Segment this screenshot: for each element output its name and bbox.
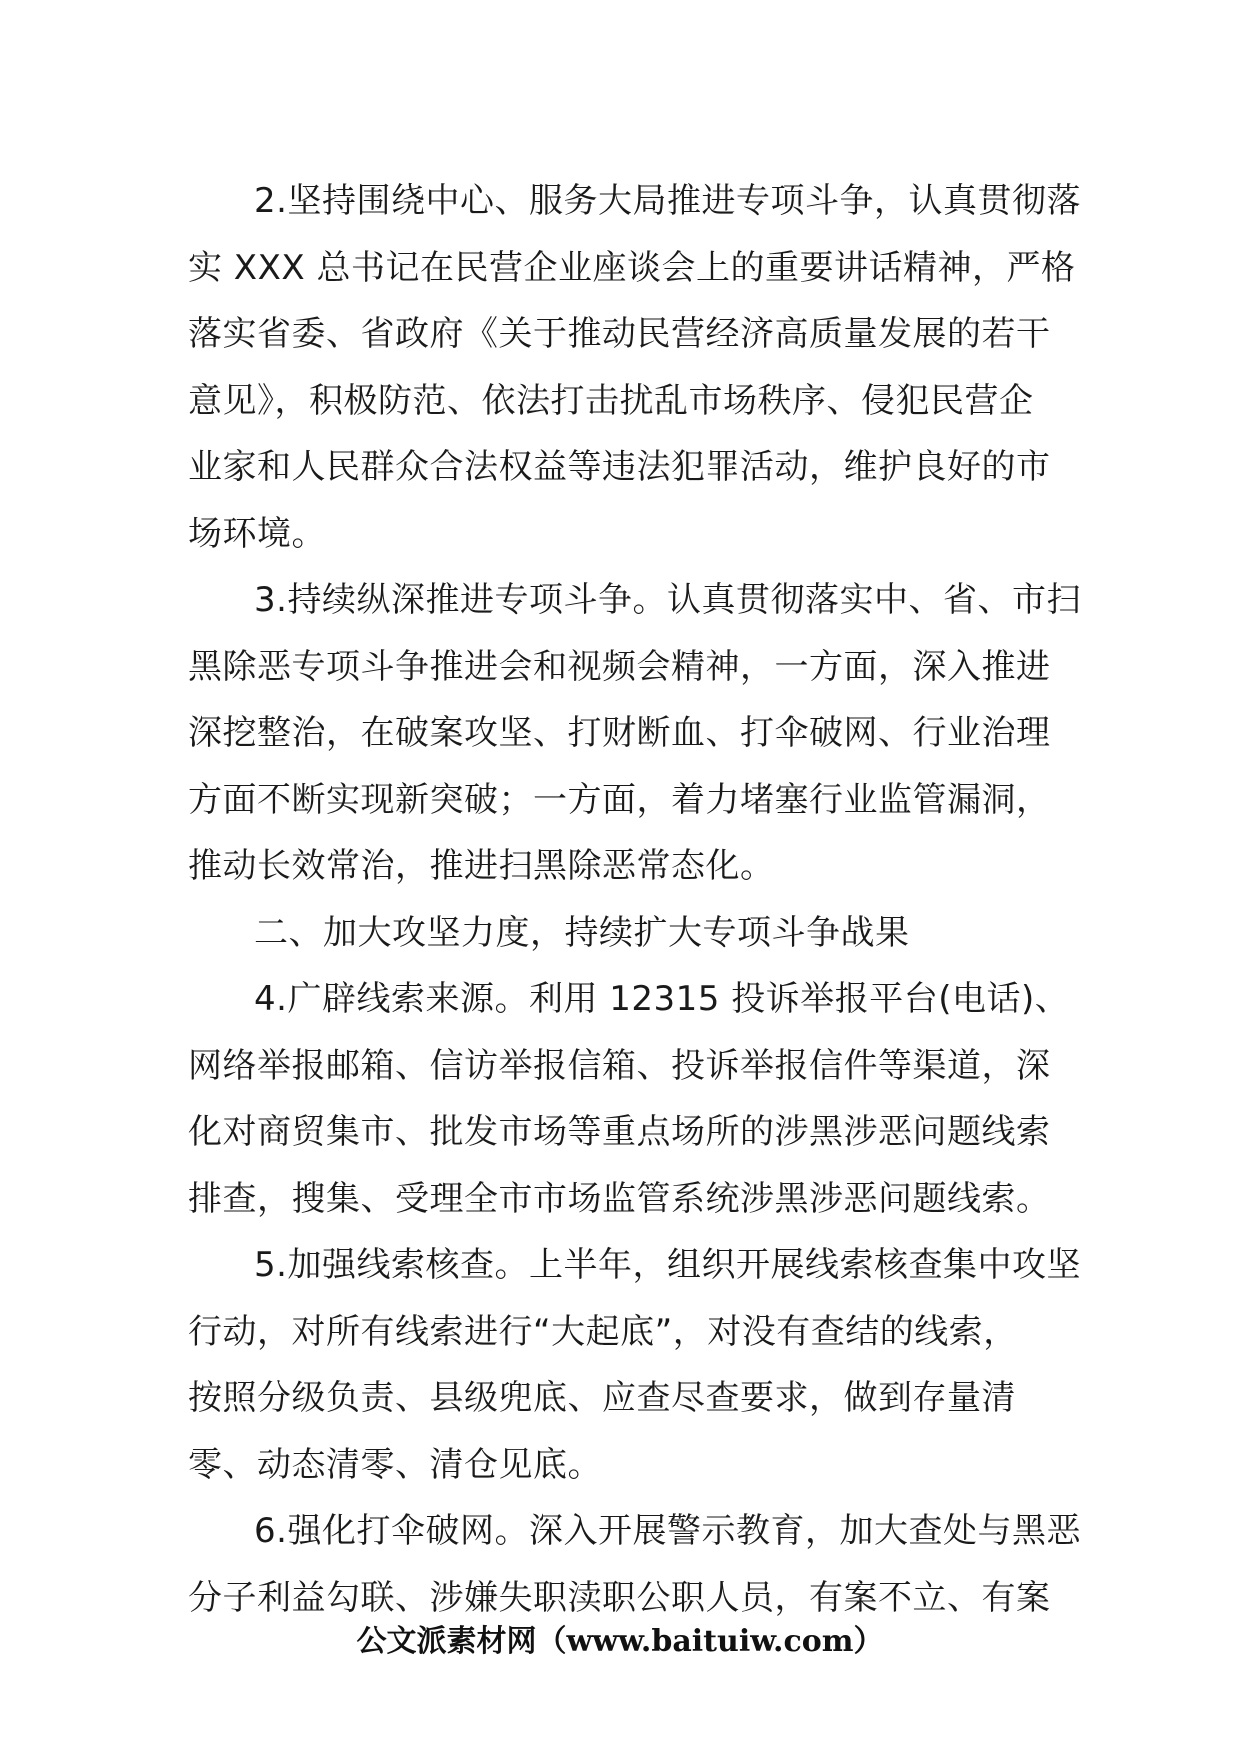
text-line: 零、动态清零、清仓见底。 [188, 1444, 602, 1485]
footer-watermark: 公文派素材网（www.baituiw.com） [356, 1624, 884, 1659]
text-line: 方面不断实现新突破；一方面，着力堵塞行业监管漏洞， [188, 779, 1051, 820]
text-line: 意见》，积极防范、依法打击扰乱市场秩序、侵犯民营企 [188, 380, 1034, 421]
text-line: 黑除恶专项斗争推进会和视频会精神，一方面，深入推进 [188, 646, 1051, 687]
text-line: 分子利益勾联、涉嫌失职渎职公职人员，有案不立、有案 [188, 1577, 1051, 1618]
text-line: 4.广辟线索来源。利用 12315 投诉举报平台(电话)、 [254, 979, 1070, 1019]
text-line: 网络举报邮箱、信访举报信箱、投诉举报信件等渠道，深 [188, 1045, 1051, 1086]
text-line: 6.强化打伞破网。深入开展警示教育，加大查处与黑恶 [254, 1511, 1081, 1551]
text-line: 实 XXX 总书记在民营企业座谈会上的重要讲话精神，严格 [188, 247, 1076, 288]
text-line: 业家和人民群众合法权益等违法犯罪活动，维护良好的市 [188, 447, 1051, 487]
text-line: 按照分级负责、县级兜底、应查尽查要求，做到存量清 [188, 1378, 1016, 1418]
text-line: 深挖整治，在破案攻坚、打财断血、打伞破网、行业治理 [188, 713, 1051, 753]
text-line: 5.加强线索核查。上半年，组织开展线索核查集中攻坚 [254, 1245, 1081, 1285]
document-body [188, 168, 1081, 1631]
text-line: 排查，搜集、受理全市市场监管系统涉黑涉恶问题线索。 [188, 1178, 1051, 1219]
text-line: 2.坚持围绕中心、服务大局推进专项斗争，认真贯彻落 [254, 181, 1081, 221]
text-line: 3.持续纵深推进专项斗争。认真贯彻落实中、省、市扫 [254, 580, 1081, 620]
text-line: 化对商贸集市、批发市场等重点场所的涉黑涉恶问题线索 [188, 1112, 1051, 1152]
text-line: 行动，对所有线索进行“大起底”，对没有查结的线索， [188, 1311, 1018, 1352]
text-line: 落实省委、省政府《关于推动民营经济高质量发展的若干 [188, 314, 1051, 354]
text-line: 推动长效常治，推进扫黑除恶常态化。 [188, 846, 775, 886]
text-line: 场环境。 [188, 513, 326, 554]
section-heading: 二、加大攻坚力度，持续扩大专项斗争战果 [254, 912, 910, 953]
